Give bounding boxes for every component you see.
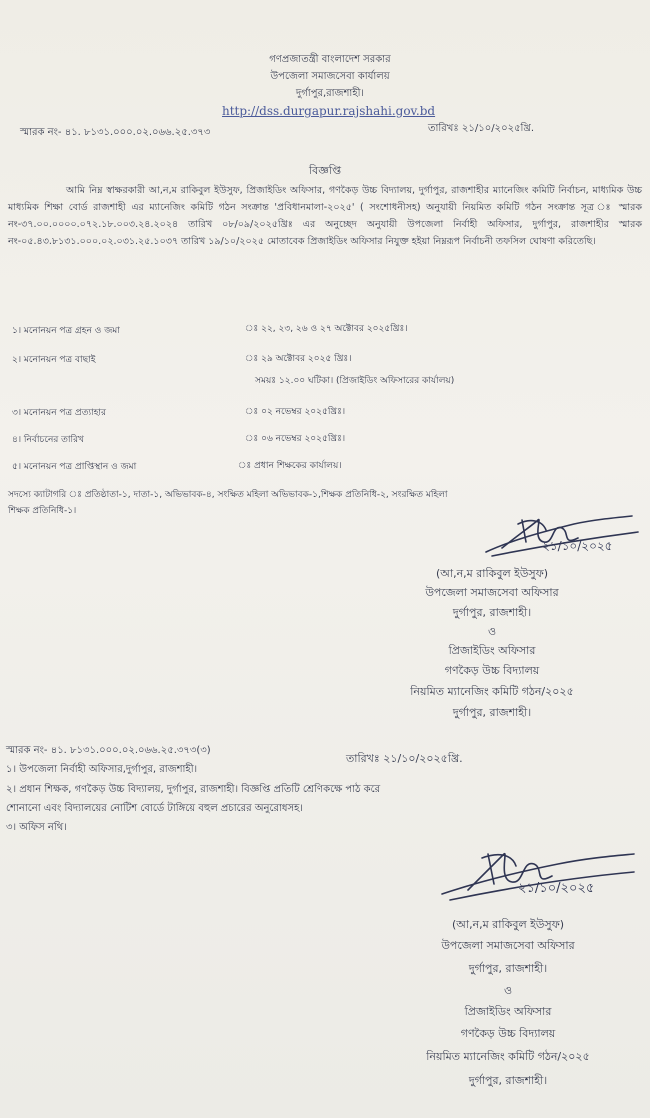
signature-2-place: দুর্গাপুর, রাজশাহী। bbox=[468, 962, 548, 975]
signature-2-place2: দুর্গাপুর, রাজশাহী। bbox=[468, 1074, 548, 1087]
signature-1-place2: দুর্গাপুর, রাজশাহী। bbox=[452, 706, 532, 719]
memo-number: স্মারক নং- ৪১. ৮১৩১.০০০.০২.০৬৬.২৫.৩৭৩ bbox=[20, 127, 211, 138]
notice-body: আমি নিম্ন স্বাক্ষরকারী আ,ন,ম রাকিবুল ইউসুফ, প্রিজাইডিং অফিসার, গণকৈড় উচ্চ বিদ্যালয়, দুর্গাপুর, রাজশাহীর ম্যানেজিং কমিটি নির্বাচন, মাধ্যমিক উচ্চ মাধ্যমিক শিক্ষা বোর্ড রাজশাহী এর ম্যানেজিং কমিটি গঠন সংক্রান্ত 'প্রবিধানমালা-২০২৫' ( সংশোধনীসহ) অনুযায়ী নিয়মিত কমিটি গঠন সংক্রান্ত সূত্র ঃ স্মারক নং-৩৭.০০.০০০০.০৭২.১৮.০০৩.২৪.২০২৪ তারিখ ০৮/০৯/২০২৫খ্রিঃ এর অনুচ্ছেদ অনুযায়ী উপজেলা নির্বাহী অফিসার, দুর্গাপুর, রাজশাহীর স্মারক নং-০৫.৪৩.৮১৩১.০০০.০২.০৩১.২৫.১০৩৭ তারিখ ১৯/১০/২০২৫ মোতাবেক প্রিজাইডিং অফিসার নিযুক্ত হইয়া নিম্নরূপ নির্বাচনী তফসিল ঘোষণা করিতেছি। bbox=[8, 185, 642, 247]
schedule-3-label: ৩। মনোনয়ন পত্র প্রত্যাহার bbox=[12, 408, 106, 418]
header-location: দুর্গাপুর,রাজশাহী। bbox=[295, 88, 365, 99]
signature-1-name: (আ,ন,ম রাকিবুল ইউসুফ) bbox=[435, 567, 549, 580]
signature-1-image bbox=[482, 512, 642, 558]
memo-date: তারিখঃ ২১/১০/২০২৫খ্রি. bbox=[428, 123, 535, 134]
schedule-2-extra: সময়ঃ ১২.০০ ঘটিকা। (প্রিজাইডিং অফিসারের কার্যালয়) bbox=[255, 376, 455, 386]
signature-1-designation: উপজেলা সমাজসেবা অফিসার bbox=[425, 586, 559, 599]
member-categories: সদস্যে ক্যাটাগরি ঃ প্রতিষ্ঠাতা-১, দাতা-১, অভিভাবক-৪, সংক্ষিত মহিলা অভিভাবক-১,শিক্ষক প্রতিনিধি-২, সংরক্ষিত মহিলা bbox=[8, 490, 448, 500]
signature-2-name: (আ,ন,ম রাকিবুল ইউসুফ) bbox=[451, 918, 565, 931]
signature-1-role: প্রিজাইডিং অফিসার bbox=[448, 644, 536, 657]
signature-2-date: ২১/১০/২০২৫ bbox=[518, 881, 595, 896]
distribution-item-3: ৩। অফিস নথি। bbox=[6, 822, 67, 833]
schedule-4-value: ঃ ০৬ নভেম্বর ২০২৫খ্রিঃ। bbox=[245, 434, 346, 444]
signature-2-and: ও bbox=[503, 984, 513, 997]
distribution-item-1: ১। উপজেলা নির্বাহী অফিসার,দুর্গাপুর, রাজশাহী। bbox=[6, 764, 198, 775]
signature-1-school: গণকৈড় উচ্চ বিদ্যালয় bbox=[444, 664, 540, 677]
signature-2-school: গণকৈড় উচ্চ বিদ্যালয় bbox=[460, 1027, 556, 1040]
signature-1-place: দুর্গাপুর, রাজশাহী। bbox=[452, 606, 532, 619]
signature-2-image bbox=[438, 846, 638, 902]
header-office: উপজেলা সমাজসেবা কার্যালয় bbox=[270, 71, 390, 82]
signature-1-committee: নিয়মিত ম্যানেজিং কমিটি গঠন/২০২৫ bbox=[410, 685, 574, 698]
signature-2-committee: নিয়মিত ম্যানেজিং কমিটি গঠন/২০২৫ bbox=[426, 1050, 590, 1063]
schedule-5-label: ৫। মনোনয়ন পত্র প্রাপ্তিস্থান ও জমা bbox=[12, 462, 137, 472]
header-website-link[interactable]: http://dss.durgapur.rajshahi.gov.bd bbox=[222, 104, 436, 118]
signature-2-role: প্রিজাইডিং অফিসার bbox=[464, 1005, 552, 1018]
member-categories-cont: শিক্ষক প্রতিনিধি-১। bbox=[8, 506, 77, 516]
notice-title: বিজ্ঞপ্তি bbox=[309, 164, 341, 177]
schedule-1-label: ১। মনোনয়ন পত্র গ্রহন ও জমা bbox=[12, 326, 120, 336]
distribution-memo: স্মারক নং- ৪১. ৮১৩১.০০০.০২.০৬৬.২৫.৩৭৩(৩) bbox=[6, 745, 211, 756]
schedule-2-label: ২। মনোনয়ন পত্র বাছাই bbox=[12, 355, 96, 365]
schedule-2-value: ঃ ২৯ অক্টোবর ২০২৫ খ্রিঃ। bbox=[245, 354, 352, 364]
distribution-item-2: ২। প্রধান শিক্ষক, গণকৈড় উচ্চ বিদ্যালয়, দুর্গাপুর, রাজশাহী। বিজ্ঞপ্তি প্রতিটি শ্রেণিকক্ষে পাঠ করে bbox=[6, 784, 381, 795]
signature-1-and: ও bbox=[487, 625, 497, 638]
schedule-4-label: ৪। নির্বাচনের তারিখ bbox=[12, 435, 84, 445]
header-government: গণপ্রজাতন্ত্রী বাংলাদেশ সরকার bbox=[269, 54, 391, 65]
schedule-5-value: ঃ প্রধান শিক্ষকের কার্যালয়। bbox=[238, 461, 342, 471]
distribution-date: তারিখঃ ২১/১০/২০২৫খ্রি. bbox=[346, 752, 463, 765]
signature-2-designation: উপজেলা সমাজসেবা অফিসার bbox=[441, 939, 575, 952]
schedule-1-value: ঃ ২২, ২৩, ২৬ ও ২৭ অক্টোবর ২০২৫খ্রিঃ। bbox=[245, 324, 408, 334]
schedule-3-value: ঃ ০২ নভেম্বর ২০২৫খ্রিঃ। bbox=[245, 407, 346, 417]
distribution-item-2-cont: শোনানো এবং বিদ্যালয়ের নোটিশ বোর্ডে টাঙ্গিয়ে বহুল প্রচারের অনুরোধসহ। bbox=[6, 803, 303, 814]
signature-1-date: ২১/১০/২০২৫ bbox=[542, 539, 613, 553]
